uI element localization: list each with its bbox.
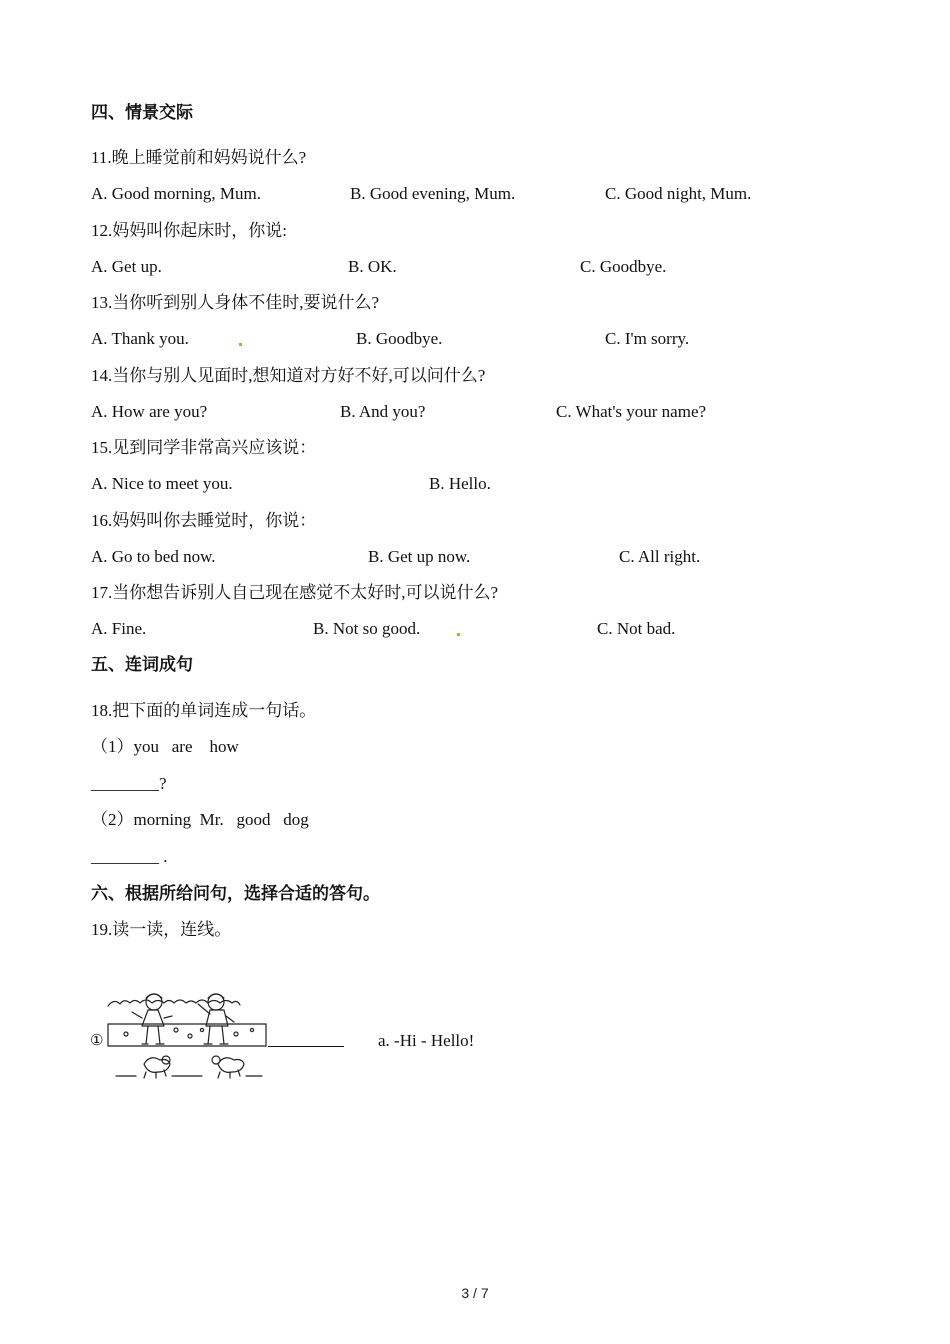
- question-18-stem: 18.把下面的单词连成一句话。: [91, 701, 317, 720]
- question-16-stem: 16.妈妈叫你去睡觉时，你说：: [91, 511, 317, 530]
- question-16-option-b: B. Get up now.: [368, 547, 471, 566]
- question-16-option-a: A. Go to bed now.: [91, 547, 216, 566]
- question-15-option-b: B. Hello.: [429, 474, 491, 493]
- question-17-option-b: B. Not so good.: [313, 619, 421, 638]
- question-17-option-a: A. Fine.: [91, 619, 147, 638]
- question-11-option-a: A. Good morning, Mum.: [91, 184, 261, 203]
- question-18-part-1: （1）you are how: [91, 737, 239, 756]
- question-14-option-a: A. How are you?: [91, 402, 208, 421]
- question-16-option-c: C. All right.: [619, 547, 701, 566]
- matching-answer-a: a. -Hi - Hello!: [378, 1031, 475, 1050]
- section-heading-6: 六、根据所给问句，选择合适的答句。: [91, 884, 380, 903]
- question-18-part-2: （2）morning Mr. good dog: [91, 810, 309, 829]
- question-15-option-a: A. Nice to meet you.: [91, 474, 233, 493]
- question-19-stem: 19.读一读，连线。: [91, 920, 232, 939]
- question-18-part-2-blank: ________ .: [91, 847, 168, 866]
- page-number: 3 / 7: [461, 1285, 489, 1301]
- question-12-stem: 12.妈妈叫你起床时，你说:: [91, 221, 287, 240]
- question-13-stem: 13.当你听到别人身体不佳时,要说什么?: [91, 293, 380, 312]
- item-1-marker: ①: [90, 1033, 104, 1049]
- question-13-option-a: A. Thank you.: [91, 329, 189, 348]
- question-14-stem: 14.当你与别人见面时,想知道对方好不好,可以问什么?: [91, 366, 486, 385]
- question-17-option-c: C. Not bad.: [597, 619, 676, 638]
- question-12-option-a: A. Get up.: [91, 257, 162, 276]
- question-11-option-b: B. Good evening, Mum.: [350, 184, 516, 203]
- question-13-option-b: B. Goodbye.: [356, 329, 443, 348]
- question-17-stem: 17.当你想告诉别人自己现在感觉不太好时,可以说什么?: [91, 583, 499, 602]
- decorative-dot: [239, 343, 242, 346]
- question-15-stem: 15.见到同学非常高兴应该说：: [91, 438, 317, 457]
- question-14-option-c: C. What's your name?: [556, 402, 707, 421]
- question-11-option-c: C. Good night, Mum.: [605, 184, 752, 203]
- section-heading-5: 五、连词成句: [91, 655, 193, 674]
- question-13-option-c: C. I'm sorry.: [605, 329, 690, 348]
- two-children-with-dogs-illustration: [106, 990, 270, 1080]
- question-11-stem: 11.晚上睡觉前和妈妈说什么?: [91, 148, 307, 167]
- section-heading-4: 四、情景交际: [91, 103, 193, 122]
- decorative-dot: [457, 633, 460, 636]
- matching-blank-line: [268, 1046, 344, 1047]
- question-12-option-b: B. OK.: [348, 257, 397, 276]
- question-18-part-1-blank: ________?: [91, 774, 167, 793]
- question-12-option-c: C. Goodbye.: [580, 257, 667, 276]
- question-14-option-b: B. And you?: [340, 402, 426, 421]
